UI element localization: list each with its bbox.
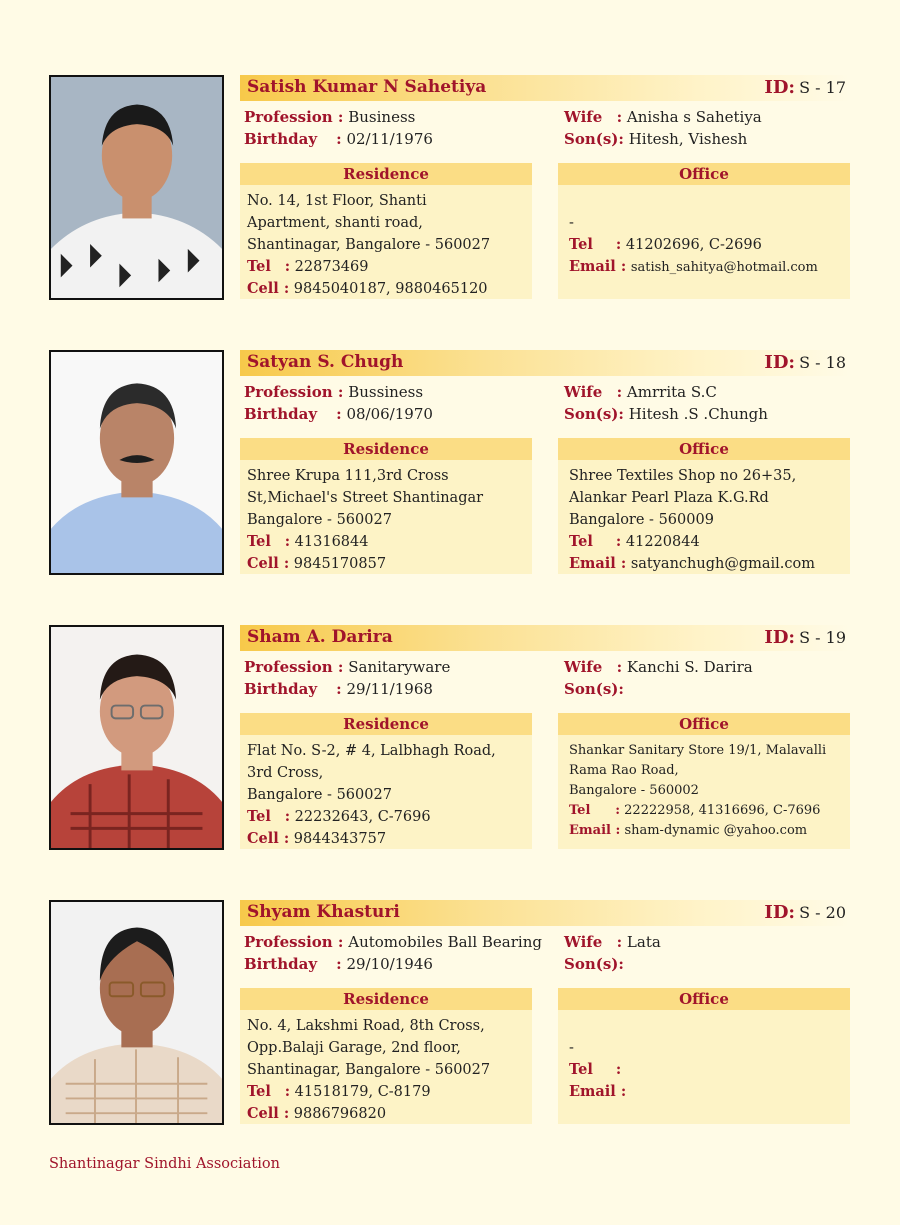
office-tel: Tel : 41202696, C-2696 (569, 236, 762, 253)
residence-cell: Cell : 9844343757 (247, 830, 387, 847)
residence-tel: Tel : 22873469 (247, 258, 369, 275)
address-line: Alankar Pearl Plaza K.G.Rd (569, 490, 769, 506)
name-bar (240, 350, 850, 376)
address-line: Opp.Balaji Garage, 2nd floor, (247, 1040, 461, 1056)
member-entry-s19 (0, 625, 900, 855)
address-line: No. 4, Lakshmi Road, 8th Cross, (247, 1018, 485, 1034)
birthday-value: 29/11/1968 (346, 680, 433, 698)
residence-box (240, 713, 532, 849)
residence-box (240, 163, 532, 299)
birthday-value: 08/06/1970 (346, 405, 433, 423)
member-photo (49, 350, 224, 575)
member-id: ID: S - 19 (764, 627, 846, 648)
member-name: Shyam Khasturi (247, 902, 400, 922)
address-line: - (569, 215, 574, 231)
member-photo (49, 625, 224, 850)
birthday-value: 02/11/1976 (346, 130, 433, 148)
profession-row: Profession : Business (244, 108, 416, 126)
address-line: Bangalore - 560009 (569, 512, 714, 528)
sons-value: Hitesh .S .Chungh (628, 405, 768, 423)
office-tel: Tel : (569, 1061, 622, 1078)
residence-heading: Residence (240, 163, 532, 185)
address-line: Bangalore - 560027 (247, 787, 392, 803)
residence-cell: Cell : 9845040187, 9880465120 (247, 280, 488, 297)
person-photo-icon (51, 902, 222, 1123)
office-heading: Office (558, 713, 850, 735)
birthday-row: Birthday : 02/11/1976 (244, 130, 433, 148)
profession-value: Automobiles Ball Bearing (348, 933, 542, 951)
address-line: St,Michael's Street Shantinagar (247, 490, 484, 506)
member-id: ID: S - 18 (764, 352, 846, 373)
name-bar (240, 625, 850, 651)
name-bar (240, 75, 850, 101)
office-heading: Office (558, 438, 850, 460)
residence-tel: Tel : 41316844 (247, 533, 369, 550)
birthday-value: 29/10/1946 (346, 955, 433, 973)
sons-row: Son(s): (564, 955, 624, 973)
person-photo-icon (51, 77, 222, 298)
person-photo-icon (51, 352, 222, 573)
member-photo (49, 900, 224, 1125)
office-box (558, 988, 850, 1124)
wife-row: Wife : Amrrita S.C (564, 383, 717, 401)
wife-row: Wife : Lata (564, 933, 661, 951)
residence-box (240, 438, 532, 574)
address-line: 3rd Cross, (247, 765, 324, 781)
address-line (569, 190, 843, 212)
sons-row: Son(s): (564, 680, 624, 698)
name-bar (240, 900, 850, 926)
footer-association-name: Shantinagar Sindhi Association (49, 1156, 280, 1172)
sons-row: Son(s): Hitesh, Vishesh (564, 130, 748, 148)
office-email: Email : satyanchugh@gmail.com (569, 555, 815, 572)
profession-value: Sanitaryware (348, 658, 451, 676)
address-line: Apartment, shanti road, (247, 215, 423, 231)
birthday-row: Birthday : 29/10/1946 (244, 955, 433, 973)
member-id: ID: S - 20 (764, 902, 846, 923)
member-id: ID: S - 17 (764, 77, 846, 98)
member-name: Satyan S. Chugh (247, 352, 404, 372)
address-line: Rama Rao Road, (569, 763, 679, 778)
residence-tel: Tel : 41518179, C-8179 (247, 1083, 431, 1100)
address-line: - (569, 1040, 574, 1056)
address-line: Shantinagar, Bangalore - 560027 (247, 1062, 491, 1078)
residence-heading: Residence (240, 988, 532, 1010)
birthday-row: Birthday : 29/11/1968 (244, 680, 433, 698)
person-photo-icon (51, 627, 222, 848)
sons-row: Son(s): Hitesh .S .Chungh (564, 405, 768, 423)
address-line: Shree Textiles Shop no 26+35, (569, 468, 797, 484)
office-box (558, 163, 850, 299)
office-box (558, 713, 850, 849)
residence-cell: Cell : 9886796820 (247, 1105, 387, 1122)
address-line: Bangalore - 560002 (569, 783, 699, 798)
office-box (558, 438, 850, 574)
address-line (569, 1015, 843, 1037)
member-photo (49, 75, 224, 300)
member-entry-s17 (0, 75, 900, 305)
office-email: Email : sham-dynamic @yahoo.com (569, 823, 808, 838)
profession-row: Profession : Sanitaryware (244, 658, 451, 676)
office-tel: Tel : 22222958, 41316696, C-7696 (569, 803, 821, 818)
office-email: Email : satish_sahitya@hotmail.com (569, 258, 818, 275)
wife-row: Wife : Kanchi S. Darira (564, 658, 753, 676)
address-line: Flat No. S-2, # 4, Lalbhagh Road, (247, 743, 496, 759)
member-entry-s18 (0, 350, 900, 580)
office-heading: Office (558, 163, 850, 185)
profession-value: Business (348, 108, 416, 126)
wife-value: Anisha s Sahetiya (626, 108, 762, 126)
address-line: Shree Krupa 111,3rd Cross (247, 468, 449, 484)
member-name: Sham A. Darira (247, 627, 393, 647)
sons-value: Hitesh, Vishesh (628, 130, 748, 148)
profession-row: Profession : Bussiness (244, 383, 424, 401)
wife-value: Kanchi S. Darira (626, 658, 753, 676)
office-heading: Office (558, 988, 850, 1010)
member-entry-s20 (0, 900, 900, 1130)
address-line: No. 14, 1st Floor, Shanti (247, 193, 427, 209)
residence-cell: Cell : 9845170857 (247, 555, 387, 572)
wife-row: Wife : Anisha s Sahetiya (564, 108, 762, 126)
address-line: Shantinagar, Bangalore - 560027 (247, 237, 491, 253)
wife-value: Lata (626, 933, 661, 951)
office-tel: Tel : 41220844 (569, 533, 700, 550)
address-line: Bangalore - 560027 (247, 512, 392, 528)
profession-value: Bussiness (348, 383, 424, 401)
member-name: Satish Kumar N Sahetiya (247, 77, 487, 97)
residence-box (240, 988, 532, 1124)
office-email: Email : (569, 1083, 627, 1100)
birthday-row: Birthday : 08/06/1970 (244, 405, 433, 423)
residence-heading: Residence (240, 438, 532, 460)
address-line: Shankar Sanitary Store 19/1, Malavalli (569, 743, 827, 758)
wife-value: Amrrita S.C (626, 383, 717, 401)
profession-row: Profession : Automobiles Ball Bearing (244, 933, 542, 951)
residence-tel: Tel : 22232643, C-7696 (247, 808, 431, 825)
residence-heading: Residence (240, 713, 532, 735)
